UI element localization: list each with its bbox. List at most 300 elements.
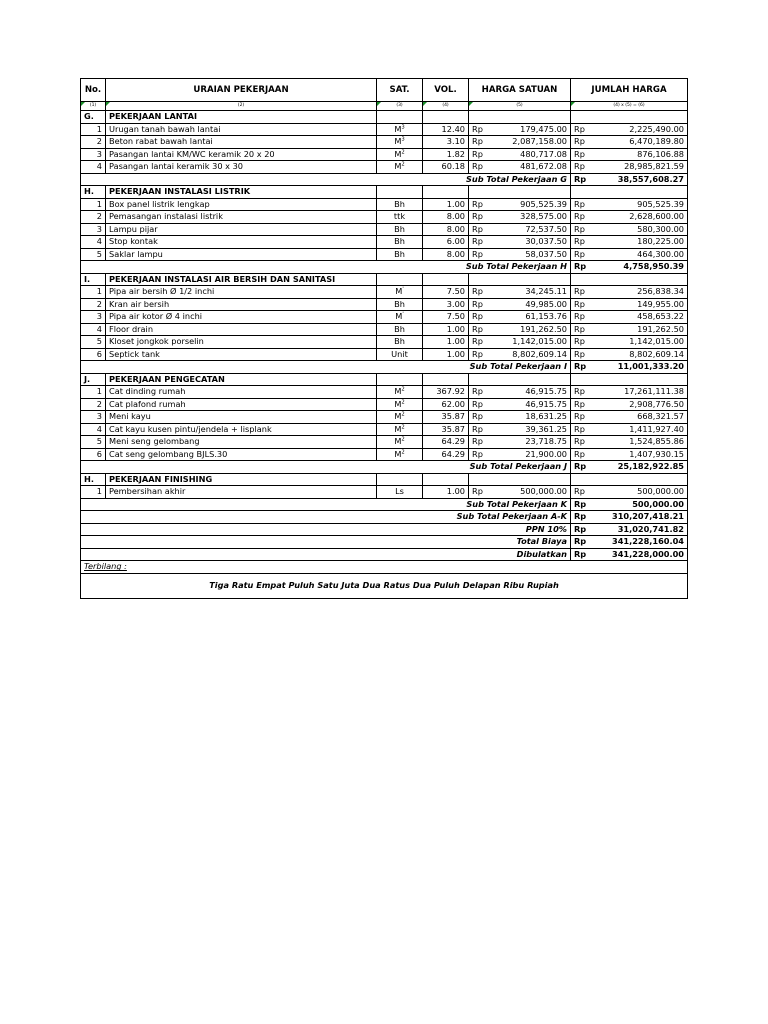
section-code: H.: [81, 186, 106, 199]
item-description: Pasangan lantai KM/WC keramik 20 x 20: [106, 148, 377, 161]
item-unit: [377, 486, 423, 499]
currency-label: Rp: [571, 286, 593, 299]
item-unit-label: Unit: [391, 348, 408, 359]
item-unit: [377, 248, 423, 261]
item-unit: [377, 448, 423, 461]
item-total-price: 1,524,855.86: [593, 436, 688, 449]
item-total-price: 876,106.88: [593, 148, 688, 161]
table-row: [81, 148, 688, 161]
subtotal-value: 38,557,608.27: [593, 173, 688, 186]
summary-row: [81, 523, 688, 536]
item-unit: [377, 136, 423, 149]
empty-cell: [571, 273, 688, 286]
table-row: [81, 348, 688, 361]
currency-label: Rp: [571, 198, 593, 211]
item-description: Cat dinding rumah: [106, 386, 377, 399]
table-row: [81, 411, 688, 424]
item-unit-price: 328,575.00: [491, 211, 571, 224]
section-title: PEKERJAAN INSTALASI LISTRIK: [106, 186, 377, 199]
currency-label: Rp: [571, 523, 593, 536]
subtotal-label: Sub Total Pekerjaan I: [81, 361, 571, 374]
item-no: 5: [81, 436, 106, 449]
item-unit-label: M: [395, 286, 403, 297]
amount-in-words-row: [81, 573, 688, 598]
item-unit: [377, 211, 423, 224]
subtotal-row: [81, 173, 688, 186]
empty-cell: [469, 273, 571, 286]
item-unit-label: Bh: [394, 198, 405, 209]
section-header-row: [81, 273, 688, 286]
empty-cell: [469, 186, 571, 199]
currency-label: Rp: [571, 211, 593, 224]
currency-label: Rp: [571, 161, 593, 174]
item-volume: 6.00: [423, 236, 469, 249]
item-unit-price: 2,087,158.00: [491, 136, 571, 149]
cost-estimate-table: [80, 78, 688, 599]
item-unit: [377, 286, 423, 299]
currency-label: Rp: [571, 173, 593, 186]
item-description: Cat kayu kusen pintu/jendela + lisplank: [106, 423, 377, 436]
currency-label: Rp: [469, 236, 491, 249]
item-volume: 1.00: [423, 198, 469, 211]
table-row: [81, 161, 688, 174]
currency-label: Rp: [469, 123, 491, 136]
item-unit: [377, 123, 423, 136]
item-total-price: 2,225,490.00: [593, 123, 688, 136]
item-unit-price: 21,900.00: [491, 448, 571, 461]
currency-label: Rp: [571, 511, 593, 524]
item-volume: 1.00: [423, 486, 469, 499]
col-index-3: (3): [377, 102, 423, 111]
currency-label: Rp: [571, 336, 593, 349]
subtotal-label: Sub Total Pekerjaan G: [81, 173, 571, 186]
header-row: [81, 79, 688, 102]
table-row: [81, 386, 688, 399]
item-total-price: 256,838.34: [593, 286, 688, 299]
item-description: Pipa air bersih Ø 1/2 inchi: [106, 286, 377, 299]
item-unit: [377, 386, 423, 399]
header-no: No.: [81, 79, 106, 102]
item-unit: [377, 336, 423, 349]
empty-cell: [377, 473, 423, 486]
item-unit-label: ttk: [393, 211, 406, 222]
subtotal-row: [81, 261, 688, 274]
currency-label: Rp: [571, 411, 593, 424]
empty-cell: [571, 186, 688, 199]
item-no: 4: [81, 423, 106, 436]
header-sat: SAT.: [377, 79, 423, 102]
item-total-price: 2,628,600.00: [593, 211, 688, 224]
summary-row: [81, 511, 688, 524]
item-description: Cat seng gelombang BJLS.30: [106, 448, 377, 461]
item-volume: 8.00: [423, 248, 469, 261]
table-row: [81, 311, 688, 324]
item-unit-label: Ls: [395, 486, 404, 497]
item-no: 5: [81, 248, 106, 261]
item-unit-label: M: [394, 161, 402, 172]
item-unit-label: M: [394, 398, 402, 409]
item-unit-label: M: [394, 423, 402, 434]
item-total-price: 2,908,776.50: [593, 398, 688, 411]
terbilang-label: Terbilang :: [84, 561, 127, 572]
item-total-price: 180,225.00: [593, 236, 688, 249]
item-unit-label: M: [394, 136, 402, 147]
currency-label: Rp: [469, 423, 491, 436]
item-volume: 1.82: [423, 148, 469, 161]
empty-cell: [571, 373, 688, 386]
header-uraian: URAIAN PEKERJAAN: [106, 79, 377, 102]
item-total-price: 580,300.00: [593, 223, 688, 236]
item-unit-price: 46,915.75: [491, 398, 571, 411]
item-no: 1: [81, 198, 106, 211]
item-no: 4: [81, 161, 106, 174]
empty-cell: [423, 111, 469, 124]
table-row: [81, 436, 688, 449]
col-index-2: (2): [106, 102, 377, 111]
col-index-4: (4): [423, 102, 469, 111]
item-description: Box panel listrik lengkap: [106, 198, 377, 211]
currency-label: Rp: [571, 248, 593, 261]
item-description: Beton rabat bawah lantai: [106, 136, 377, 149]
item-no: 3: [81, 411, 106, 424]
currency-label: Rp: [469, 298, 491, 311]
item-unit: [377, 236, 423, 249]
item-unit-label: Bh: [394, 323, 405, 334]
item-unit-label: M: [394, 448, 402, 459]
subtotal-value: 4,758,950.39: [593, 261, 688, 274]
empty-cell: [377, 186, 423, 199]
column-index-row: [81, 102, 688, 111]
currency-label: Rp: [469, 411, 491, 424]
empty-cell: [469, 111, 571, 124]
item-volume: 367.92: [423, 386, 469, 399]
empty-cell: [469, 473, 571, 486]
item-unit-exponent: 3: [401, 124, 405, 131]
subtotal-value: 11,001,333.20: [593, 361, 688, 374]
currency-label: Rp: [469, 311, 491, 324]
currency-label: Rp: [571, 223, 593, 236]
item-unit-label: Bh: [394, 236, 405, 247]
subtotal-row: [81, 461, 688, 474]
table-row: [81, 398, 688, 411]
item-unit: [377, 148, 423, 161]
currency-label: Rp: [571, 136, 593, 149]
summary-label: Dibulatkan: [81, 548, 571, 561]
item-total-price: 458,653.22: [593, 311, 688, 324]
item-unit: [377, 323, 423, 336]
item-no: 1: [81, 286, 106, 299]
item-total-price: 8,802,609.14: [593, 348, 688, 361]
currency-label: Rp: [571, 448, 593, 461]
col-index-6: (4) x (5) = (6): [571, 102, 688, 111]
item-volume: 1.00: [423, 323, 469, 336]
item-volume: 64.29: [423, 436, 469, 449]
item-volume: 8.00: [423, 223, 469, 236]
item-volume: 35.87: [423, 411, 469, 424]
empty-cell: [571, 111, 688, 124]
currency-label: Rp: [571, 236, 593, 249]
item-volume: 62.00: [423, 398, 469, 411]
item-unit-price: 46,915.75: [491, 386, 571, 399]
item-volume: 8.00: [423, 211, 469, 224]
item-no: 4: [81, 236, 106, 249]
empty-cell: [423, 186, 469, 199]
currency-label: Rp: [469, 348, 491, 361]
currency-label: Rp: [571, 436, 593, 449]
empty-cell: [423, 373, 469, 386]
section-header-row: [81, 186, 688, 199]
item-unit-label: M: [394, 148, 402, 159]
terbilang-label-row: [81, 561, 688, 574]
item-unit-price: 49,985.00: [491, 298, 571, 311]
summary-value: 310,207,418.21: [593, 511, 688, 524]
item-volume: 3.10: [423, 136, 469, 149]
item-unit: [377, 436, 423, 449]
item-unit: [377, 423, 423, 436]
item-unit-exponent: 2: [401, 149, 405, 156]
section-code: G.: [81, 111, 106, 124]
section-code: H.: [81, 473, 106, 486]
currency-label: Rp: [571, 361, 593, 374]
section-title: PEKERJAAN FINISHING: [106, 473, 377, 486]
item-volume: 1.00: [423, 348, 469, 361]
table-row: [81, 136, 688, 149]
item-description: Meni kayu: [106, 411, 377, 424]
currency-label: Rp: [469, 386, 491, 399]
summary-value: 341,228,160.04: [593, 536, 688, 549]
currency-label: Rp: [571, 323, 593, 336]
item-unit-label: M: [394, 411, 402, 422]
item-volume: 35.87: [423, 423, 469, 436]
item-unit-exponent: 2: [401, 399, 405, 406]
item-total-price: 905,525.39: [593, 198, 688, 211]
item-no: 2: [81, 398, 106, 411]
subtotal-value: 25,182,922.85: [593, 461, 688, 474]
currency-label: Rp: [469, 336, 491, 349]
section-title: PEKERJAAN LANTAI: [106, 111, 377, 124]
item-description: Floor drain: [106, 323, 377, 336]
item-description: Septick tank: [106, 348, 377, 361]
section-title: PEKERJAAN INSTALASI AIR BERSIH DAN SANITASI: [106, 273, 377, 286]
item-volume: 64.29: [423, 448, 469, 461]
subtotal-row: [81, 361, 688, 374]
item-unit-exponent: 2: [401, 424, 405, 431]
item-total-price: 17,261,111.38: [593, 386, 688, 399]
item-volume: 12.40: [423, 123, 469, 136]
subtotal-label: Sub Total Pekerjaan K: [81, 498, 571, 511]
section-header-row: [81, 373, 688, 386]
item-no: 2: [81, 298, 106, 311]
item-unit-label: Bh: [394, 248, 405, 259]
empty-cell: [571, 473, 688, 486]
item-description: Cat plafond rumah: [106, 398, 377, 411]
section-code: I.: [81, 273, 106, 286]
item-description: Pipa air kotor Ø 4 inchi: [106, 311, 377, 324]
item-unit-price: 30,037.50: [491, 236, 571, 249]
item-unit-price: 1,142,015.00: [491, 336, 571, 349]
item-total-price: 191,262.50: [593, 323, 688, 336]
table-row: [81, 336, 688, 349]
empty-cell: [377, 373, 423, 386]
item-description: Kran air bersih: [106, 298, 377, 311]
table-row: [81, 198, 688, 211]
currency-label: Rp: [571, 398, 593, 411]
empty-cell: [377, 111, 423, 124]
item-unit: [377, 298, 423, 311]
currency-label: Rp: [469, 436, 491, 449]
summary-value: 31,020,741.82: [593, 523, 688, 536]
subtotal-row: [81, 498, 688, 511]
item-unit-label: M: [394, 436, 402, 447]
item-volume: 60.18: [423, 161, 469, 174]
item-no: 1: [81, 386, 106, 399]
item-unit-exponent: 3: [401, 136, 405, 143]
empty-cell: [469, 373, 571, 386]
section-title: PEKERJAAN PENGECATAN: [106, 373, 377, 386]
summary-row: [81, 548, 688, 561]
item-unit-price: 34,245.11: [491, 286, 571, 299]
item-no: 6: [81, 348, 106, 361]
item-total-price: 149,955.00: [593, 298, 688, 311]
header-jumlah-harga: JUMLAH HARGA: [571, 79, 688, 102]
item-unit-label: M: [395, 311, 403, 322]
item-unit: [377, 223, 423, 236]
item-unit-price: 179,475.00: [491, 123, 571, 136]
table-row: [81, 236, 688, 249]
table-row: [81, 248, 688, 261]
item-description: Urugan tanah bawah lantai: [106, 123, 377, 136]
subtotal-label: Sub Total Pekerjaan J: [81, 461, 571, 474]
item-unit-price: 500,000.00: [491, 486, 571, 499]
table-row: [81, 298, 688, 311]
currency-label: Rp: [469, 223, 491, 236]
item-total-price: 28,985,821.59: [593, 161, 688, 174]
item-unit-price: 8,802,609.14: [491, 348, 571, 361]
empty-cell: [423, 473, 469, 486]
header-harga-satuan: HARGA SATUAN: [469, 79, 571, 102]
item-unit-label: Bh: [394, 298, 405, 309]
item-no: 3: [81, 148, 106, 161]
item-unit-price: 481,672.08: [491, 161, 571, 174]
item-unit-exponent: ': [402, 286, 404, 293]
item-description: Lampu pijar: [106, 223, 377, 236]
item-unit-exponent: 2: [401, 386, 405, 393]
currency-label: Rp: [469, 211, 491, 224]
currency-label: Rp: [469, 486, 491, 499]
section-code: J.: [81, 373, 106, 386]
table-row: [81, 223, 688, 236]
item-unit: [377, 198, 423, 211]
item-unit-label: Bh: [394, 336, 405, 347]
item-unit: [377, 411, 423, 424]
item-unit-price: 905,525.39: [491, 198, 571, 211]
section-header-row: [81, 473, 688, 486]
item-unit-exponent: 2: [401, 411, 405, 418]
item-volume: 1.00: [423, 336, 469, 349]
item-total-price: 668,321.57: [593, 411, 688, 424]
item-unit-price: 61,153.76: [491, 311, 571, 324]
item-description: Saklar lampu: [106, 248, 377, 261]
item-unit-price: 480,717.08: [491, 148, 571, 161]
currency-label: Rp: [571, 311, 593, 324]
item-description: Kloset jongkok porselin: [106, 336, 377, 349]
item-no: 1: [81, 486, 106, 499]
item-unit: [377, 161, 423, 174]
currency-label: Rp: [571, 486, 593, 499]
col-index-1: (1): [81, 102, 106, 111]
summary-label: Total Biaya: [81, 536, 571, 549]
currency-label: Rp: [469, 398, 491, 411]
table-row: [81, 286, 688, 299]
item-no: 2: [81, 136, 106, 149]
item-volume: 3.00: [423, 298, 469, 311]
item-total-price: 464,300.00: [593, 248, 688, 261]
item-no: 4: [81, 323, 106, 336]
currency-label: Rp: [571, 348, 593, 361]
currency-label: Rp: [571, 423, 593, 436]
item-total-price: 500,000.00: [593, 486, 688, 499]
item-description: Pembersihan akhir: [106, 486, 377, 499]
empty-cell: [377, 273, 423, 286]
item-total-price: 6,470,189.80: [593, 136, 688, 149]
item-unit-exponent: 2: [401, 436, 405, 443]
item-no: 2: [81, 211, 106, 224]
item-no: 6: [81, 448, 106, 461]
item-unit-price: 72,537.50: [491, 223, 571, 236]
terbilang-cell: [81, 561, 688, 574]
item-unit-price: 39,361.25: [491, 423, 571, 436]
header-vol: VOL.: [423, 79, 469, 102]
item-unit: [377, 348, 423, 361]
currency-label: Rp: [469, 148, 491, 161]
table-row: [81, 211, 688, 224]
table-row: [81, 448, 688, 461]
currency-label: Rp: [469, 323, 491, 336]
summary-row: [81, 536, 688, 549]
item-total-price: 1,411,927.40: [593, 423, 688, 436]
currency-label: Rp: [469, 161, 491, 174]
item-unit-label: M: [394, 123, 402, 134]
currency-label: Rp: [469, 198, 491, 211]
item-description: Pasangan lantai keramik 30 x 30: [106, 161, 377, 174]
item-volume: 7.50: [423, 311, 469, 324]
item-unit-exponent: 2: [401, 161, 405, 168]
table-row: [81, 486, 688, 499]
empty-cell: [423, 273, 469, 286]
currency-label: Rp: [469, 286, 491, 299]
item-description: Meni seng gelombang: [106, 436, 377, 449]
currency-label: Rp: [469, 136, 491, 149]
item-no: 1: [81, 123, 106, 136]
currency-label: Rp: [469, 448, 491, 461]
table-row: [81, 423, 688, 436]
item-unit-exponent: ': [402, 311, 404, 318]
table-row: [81, 123, 688, 136]
item-total-price: 1,407,930.15: [593, 448, 688, 461]
currency-label: Rp: [571, 386, 593, 399]
summary-label: PPN 10%: [81, 523, 571, 536]
currency-label: Rp: [571, 298, 593, 311]
table-row: [81, 323, 688, 336]
amount-in-words: Tiga Ratu Empat Puluh Satu Juta Dua Ratus Dua Puluh Delapan Ribu Rupiah: [81, 573, 688, 598]
item-no: 3: [81, 223, 106, 236]
item-volume: 7.50: [423, 286, 469, 299]
item-unit-exponent: 2: [401, 449, 405, 456]
item-unit-price: 191,262.50: [491, 323, 571, 336]
summary-value: 341,228,000.00: [593, 548, 688, 561]
item-unit: [377, 398, 423, 411]
item-unit-price: 23,718.75: [491, 436, 571, 449]
